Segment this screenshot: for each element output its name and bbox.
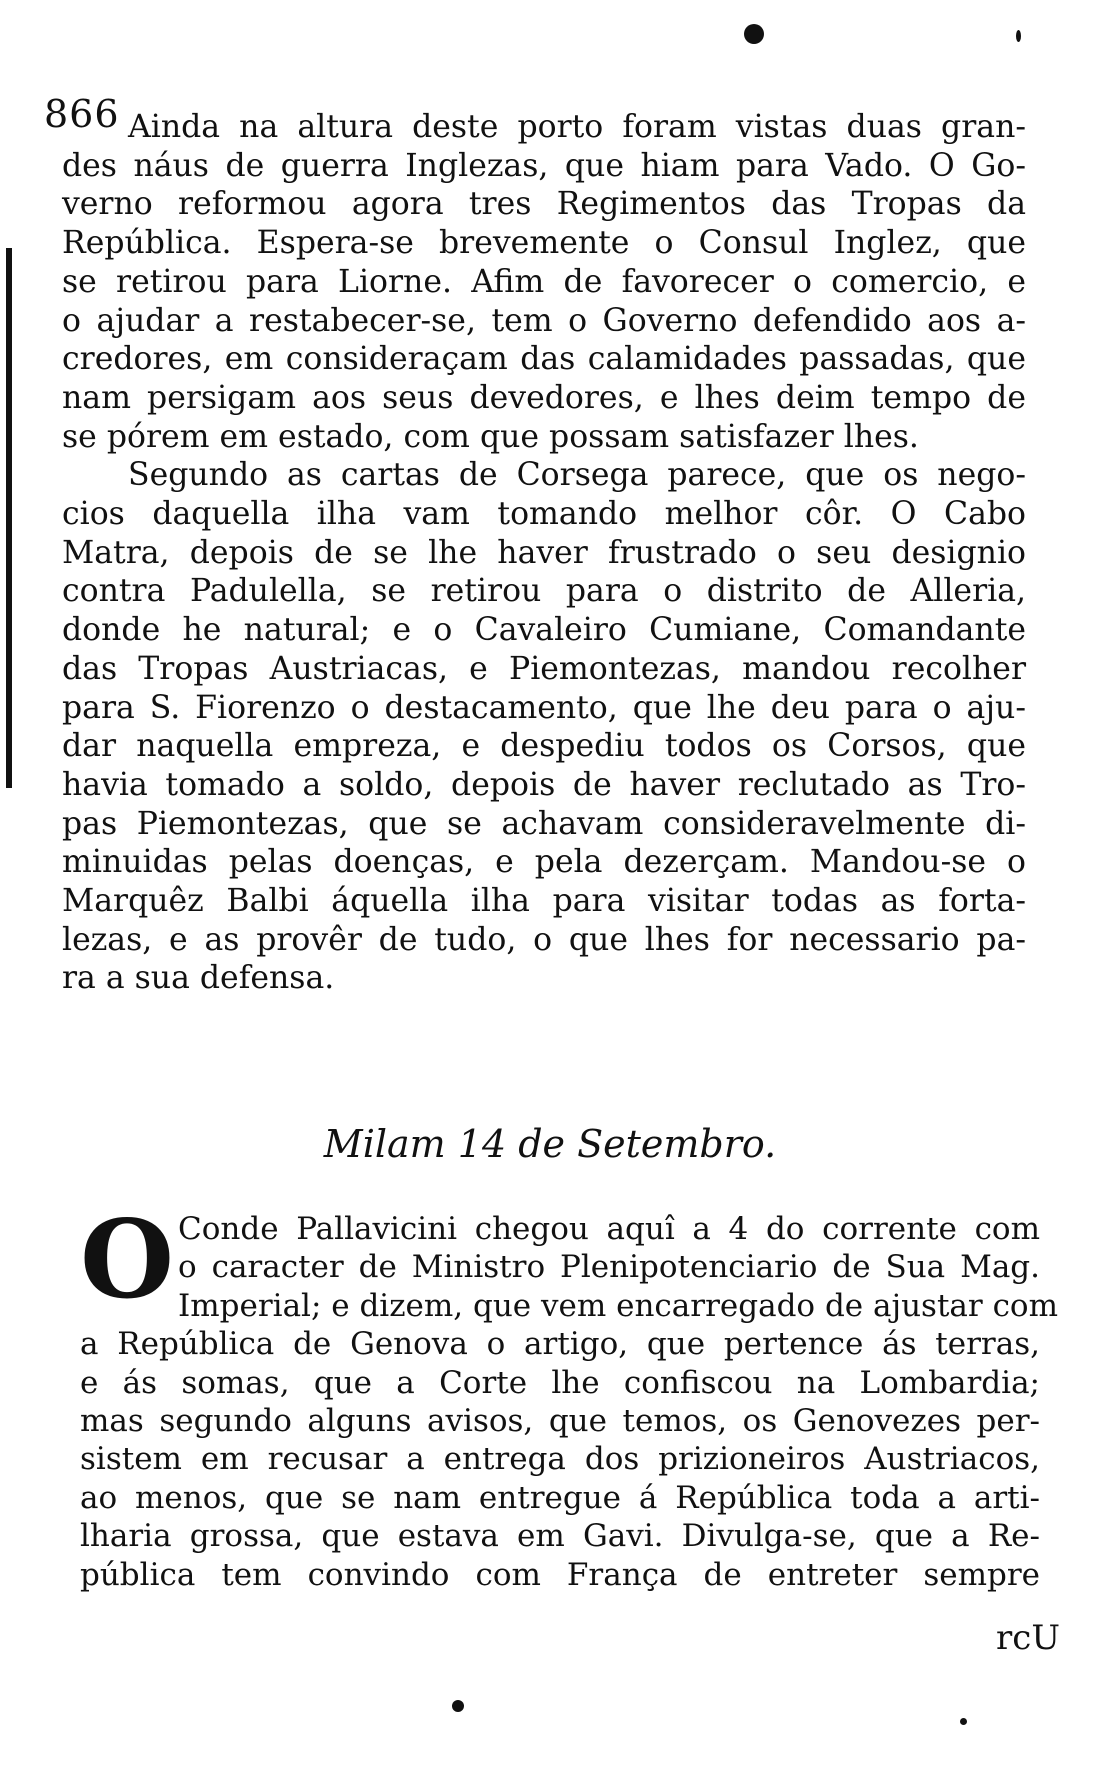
paragraph-1 (62, 108, 1026, 456)
text-line: República. Espera-se brevemente o Consul Inglez, que (62, 225, 1026, 262)
text-line: ra a sua defensa. (62, 960, 335, 997)
text-line: contra Padulella, se retirou para o distrito de Alleria, (62, 573, 1026, 610)
text-line: havia tomado a soldo, depois de haver reclutado as Tro- (62, 766, 1026, 803)
text-line: mas segundo alguns avisos, que temos, os Genovezes per- (80, 1403, 1040, 1440)
text-line: Matra, depois de se lhe haver frustrado o seu designio (62, 534, 1026, 571)
text-line: das Tropas Austriacas, e Piemontezas, mandou recolher (62, 650, 1026, 687)
text-line: o ajudar a restabecer-se, tem o Governo defendido aos a- (62, 302, 1026, 339)
paragraph-3-text (80, 1197, 1058, 1594)
text-line: donde he natural; e o Cavaleiro Cumiane, Comandante (62, 612, 1026, 649)
text-line: se pórem em estado, com que possam satisfazer lhes. (62, 418, 919, 455)
text-line: verno reformou agora tres Regimentos das Tropas da (62, 186, 1026, 223)
text-line: Imperial; e dizem, que vem encarregado de ajustar com (178, 1287, 1058, 1324)
body-text (62, 108, 1026, 998)
text-line: sistem em recusar a entrega dos prizioneiros Austriacos, (80, 1441, 1040, 1478)
ink-spot-top-right (1016, 30, 1021, 42)
text-line: para S. Fiorenzo o destacamento, que lhe deu para o aju- (62, 689, 1026, 726)
text-line: nam persigam aos seus devedores, e lhes deim tempo de (62, 379, 1026, 416)
paragraph-2 (62, 456, 1026, 998)
page-number: 866 (44, 92, 120, 136)
text-line: a República de Genova o artigo, que pertence ás terras, (80, 1326, 1040, 1363)
text-line: Segundo as cartas de Corsega parece, que os nego- (128, 457, 1026, 494)
text-line: pas Piemontezas, que se achavam consideravelmente di- (62, 805, 1026, 842)
text-line: Conde Pallavicini chegou aquî a 4 do corrente com (178, 1211, 1040, 1247)
ink-spot-top (744, 24, 764, 44)
text-line: pública tem convindo com França de entreter sempre (80, 1556, 1040, 1593)
text-line: des náus de guerra Inglezas, que hiam para Vado. O Go- (62, 147, 1026, 184)
text-line: minuidas pelas doenças, e pela dezerçam. Mandou-se o (62, 844, 1026, 881)
paragraph-3 (80, 1197, 1058, 1594)
text-line: e ás somas, que a Corte lhe confiscou na Lombardia; (80, 1364, 1040, 1401)
text-line: Marquêz Balbi áquella ilha para visitar todas as forta- (62, 883, 1026, 920)
text-line: cios daquella ilha vam tomando melhor côr. O Cabo (62, 496, 1026, 533)
text-line: lezas, e as provêr de tudo, o que lhes for necessario pa- (62, 921, 1026, 958)
text-line: dar naquella empreza, e despediu todos os Corsos, que (62, 728, 1026, 765)
ink-spot-bottom (452, 1700, 464, 1712)
page-edge-mark (6, 248, 26, 788)
dateline-heading: Milam 14 de Setembro. (323, 1122, 777, 1166)
catchword: rcU (996, 1618, 1060, 1658)
text-line: se retirou para Liorne. Afim de favorecer o comercio, e (62, 263, 1026, 300)
text-line: lharia grossa, que estava em Gavi. Divulga-se, que a Re- (80, 1518, 1040, 1555)
drop-cap: O (80, 1197, 175, 1323)
text-line: Ainda na altura deste porto foram vistas duas gran- (128, 109, 1026, 145)
text-line: o caracter de Ministro Plenipotenciario de Sua Mag. (178, 1249, 1040, 1286)
text-line: ao menos, que se nam entregue á República toda a arti- (80, 1479, 1040, 1516)
ink-spot-bottom-right (960, 1718, 967, 1725)
text-line: credores, em consideraçam das calamidades passadas, que (62, 341, 1026, 378)
